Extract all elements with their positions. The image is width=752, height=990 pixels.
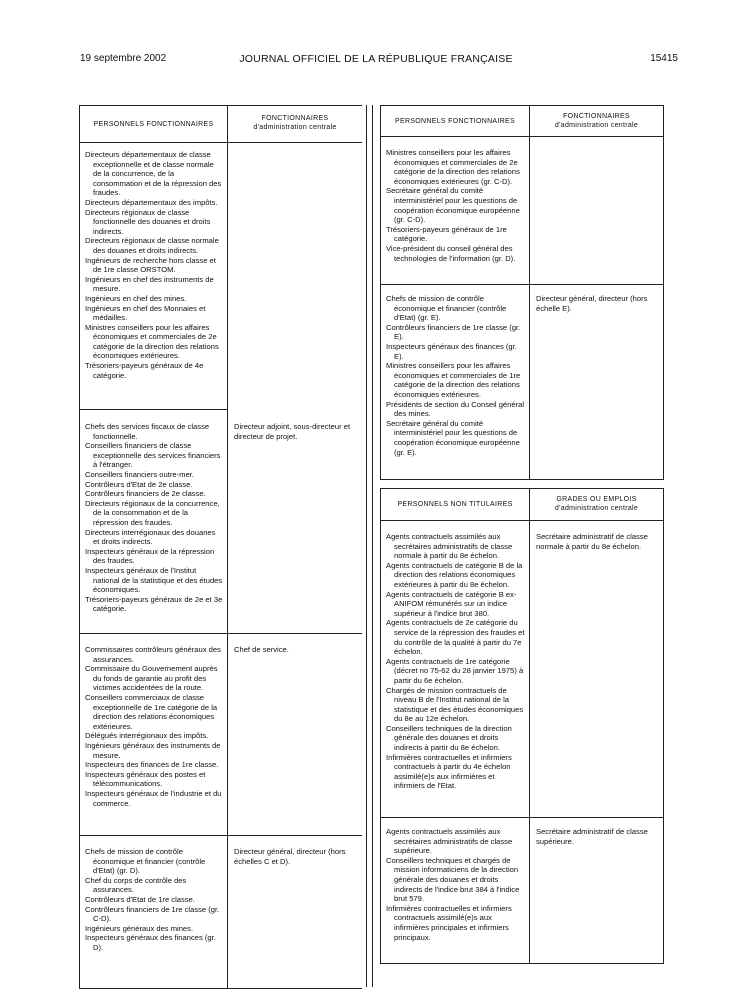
- entry-item: Trésoriers-payeurs généraux de 4e catégorie.: [85, 361, 204, 380]
- entry-item: Conseillers financiers outre-mer.: [85, 469, 194, 479]
- entry-item: Trésoriers-payeurs généraux de 2e et 3e catégorie.: [85, 594, 223, 614]
- entry-item: Conseillers techniques de la direction générale des douanes et droits indirects à partir du 8e échelon.: [386, 723, 512, 753]
- header-title: JOURNAL OFFICIEL DE LA RÉPUBLIQUE FRANÇAISE: [239, 53, 513, 65]
- entry-item: Conseillers techniques et chargés de mission informaticiens de la direction générale des douanes et droits indirects de l'indice brut 384 à l'indice brut 579.: [386, 855, 520, 904]
- entry-item: Inspecteurs généraux des finances (gr. E).: [386, 341, 517, 361]
- left-col1-header: PERSONNELS FONCTIONNAIRES: [93, 121, 214, 128]
- entry-item: Délégués interrégionaux des impôts.: [85, 731, 209, 741]
- entry-item: Directeurs régionaux de classe normale des douanes et droits indirects.: [85, 236, 219, 255]
- right-bottom-row-1: [386, 532, 525, 791]
- entry-item: Directeurs régionaux de la concurrence, de la consommation et de la répression des fraudes.: [85, 498, 220, 527]
- entry-item: Ingénieurs en chef des Monnaies et médailles.: [85, 303, 206, 323]
- left-row-2: [85, 422, 223, 614]
- right-top-row-1: [386, 148, 525, 263]
- left-row-2-grade: Directeur adjoint, sous-directeur et directeur de projet.: [234, 422, 351, 441]
- entry-item: Ingénieurs de recherche hors classe et de 1re classe ORSTOM.: [85, 255, 216, 275]
- right-bottom-row-2: [386, 827, 525, 942]
- right-top-row-2: [386, 294, 525, 457]
- right-bottom-col2-header: GRADES OU EMPLOIS d'administration centrale: [554, 496, 639, 512]
- entry-item: Inspecteurs des finances de 1re classe.: [85, 760, 219, 770]
- entry-item: Ingénieurs en chef des mines.: [85, 293, 187, 303]
- entry-item: Inspecteurs généraux de l'industrie et du commerce.: [85, 788, 222, 808]
- right-bottom-row-2-grade: Secrétaire administratif de classe supérieure.: [536, 827, 648, 846]
- header-date: 19 septembre 2002: [80, 53, 167, 64]
- entry-item: Conseillers financiers de classe exceptionnelle des services financiers à l'étranger.: [85, 441, 221, 470]
- entry-item: Ministres conseillers pour les affaires économiques et commerciales de 2e catégorie de la direction des relations économiques extérieures (gr. C-D).: [386, 148, 520, 186]
- entry-item: Directeurs régionaux de classe fonctionnelle des douanes et droits indirects.: [85, 207, 211, 236]
- entry-item: Contrôleurs financiers de 2e classe.: [85, 489, 206, 499]
- right-bottom-row-1-grade: Secrétaire administratif de classe normale à partir du 8e échelon.: [536, 532, 648, 551]
- right-top-table: [380, 105, 664, 480]
- entry-item: Ingénieurs généraux des mines.: [85, 923, 194, 933]
- left-row-3-grade: Chef de service.: [234, 645, 289, 654]
- entry-item: Contrôleurs d'Etat de 1re classe.: [85, 894, 195, 904]
- entry-item: Secrétaire général du comité interministériel pour les questions de coopération économique européenne (gr. E).: [386, 418, 520, 457]
- entry-item: Agents contractuels de 1re catégorie (décret no 75-62 du 28 janvier 1975) à partir du 6e échelon.: [386, 656, 524, 685]
- entry-item: Directeurs départementaux de classe exceptionnelle et de classe normale de la concurrence, de la consommation et de la répression des fraudes.: [85, 150, 222, 198]
- right-bottom-table: [380, 488, 664, 964]
- entry-item: Contrôleurs financiers de 1re classe (gr. E).: [386, 322, 521, 342]
- entry-item: Conseillers commerciaux de classe exceptionnelle de 1re catégorie de la direction des relations économiques extérieures.: [85, 692, 218, 731]
- left-row-4: [85, 847, 223, 953]
- right-top-col2-header: FONCTIONNAIRES d'administration centrale: [554, 113, 639, 129]
- entry-item: Présidents de section du Conseil général des mines.: [386, 399, 525, 419]
- header-page-number: 15415: [650, 53, 678, 64]
- entry-item: Chargés de mission contractuels de niveau B de l'Institut national de la statistique et des études économiques du 8e au 12e échelon.: [386, 685, 524, 724]
- right-bottom-col1-header: PERSONNELS NON TITULAIRES: [397, 501, 513, 508]
- entry-item: Infirmières contractuelles et infirmiers contractuels assimilé(e)s aux infirmières principales et infirmiers principaux.: [386, 903, 512, 942]
- entry-item: Agents contractuels de catégorie B de la direction des relations économiques extérieures à partir du 8e échelon.: [386, 560, 523, 589]
- entry-item: Trésoriers-payeurs généraux de 1re catégorie.: [386, 224, 507, 244]
- entry-item: Secrétaire général du comité interministériel pour les questions de coopération économique européenne (gr. C-D).: [386, 186, 520, 225]
- entry-item: Ministres conseillers pour les affaires économiques et commerciales de 2e catégorie de la direction des relations économiques extérieures.: [85, 322, 219, 361]
- entry-item: Inspecteurs généraux de l'Institut national de la statistique et des études économiques.: [85, 565, 223, 595]
- column-separator-left: [366, 105, 367, 987]
- entry-item: Inspecteurs généraux des postes et télécommunications.: [85, 769, 206, 789]
- entry-item: Agents contractuels de 2e catégorie du service de la répression des fraudes et du contrôle de la qualité à partir du 7e échelon.: [386, 618, 525, 657]
- entry-item: Chefs de mission de contrôle économique et financier (contrôle d'Etat) (gr. D).: [85, 847, 206, 876]
- entry-item: Inspecteurs généraux des finances (gr. D).: [85, 933, 216, 952]
- entry-item: Agents contractuels assimilés aux secrétaires administratifs de classe normale à partir du 8e échelon.: [386, 532, 513, 561]
- entry-item: Agents contractuels assimilés aux secrétaires administratifs de classe supérieure.: [386, 827, 513, 856]
- left-col2-header: FONCTIONNAIRES d'administration centrale: [253, 115, 337, 131]
- entry-item: Directeurs interrégionaux des douanes et droits indirects.: [85, 527, 216, 547]
- entry-item: Chefs des services fiscaux de classe fonctionnelle.: [85, 422, 210, 441]
- entry-item: Chefs de mission de contrôle économique et financier (contrôle d'Etat) (gr. E).: [386, 294, 507, 323]
- column-separator-right: [372, 105, 373, 987]
- entry-item: Commissaires contrôleurs généraux des assurances.: [85, 645, 221, 664]
- entry-item: Ingénieurs généraux des instruments de mesure.: [85, 740, 221, 760]
- left-table: [79, 105, 362, 989]
- left-row-4-grade: Directeur général, directeur (hors échelles C et D).: [234, 847, 346, 866]
- entry-item: Contrôleurs d'Etat de 2e classe.: [85, 479, 193, 489]
- entry-item: Commissaire du Gouvernement auprès du fonds de garantie au profit des victimes accidentées de la route.: [85, 664, 218, 693]
- entry-item: Inspecteurs généraux de la répression des fraudes.: [85, 546, 215, 566]
- left-row-3: [85, 645, 223, 808]
- entry-item: Chef du corps de contrôle des assurances.: [85, 875, 187, 895]
- right-top-col1-header: PERSONNELS FONCTIONNAIRES: [395, 118, 515, 125]
- entry-item: Infirmières contractuelles et infirmiers contractuels à partir du 4e échelon assimilé(e)s aux infirmières et infirmiers de l'Etat.: [386, 752, 512, 791]
- entry-item: Contrôleurs financiers de 1re classe (gr. C-D).: [85, 904, 220, 924]
- right-top-row-2-grade: Directeur général, directeur (hors échelle E).: [536, 294, 648, 313]
- entry-item: Ministres conseillers pour les affaires économiques et commerciales de 1re catégorie de la direction des relations économiques extérieures.: [386, 361, 521, 399]
- entry-item: Directeurs départementaux des impôts.: [85, 197, 218, 207]
- entry-item: Agents contractuels de catégorie B ex-ANIFOM rémunérés sur un indice supérieur à l'indice brut 380.: [386, 589, 517, 618]
- entry-item: Ingénieurs en chef des instruments de mesure.: [85, 274, 214, 294]
- entry-item: Vice-président du conseil général des technologies de l'information (gr. D).: [386, 243, 516, 263]
- left-row-1: [85, 150, 223, 380]
